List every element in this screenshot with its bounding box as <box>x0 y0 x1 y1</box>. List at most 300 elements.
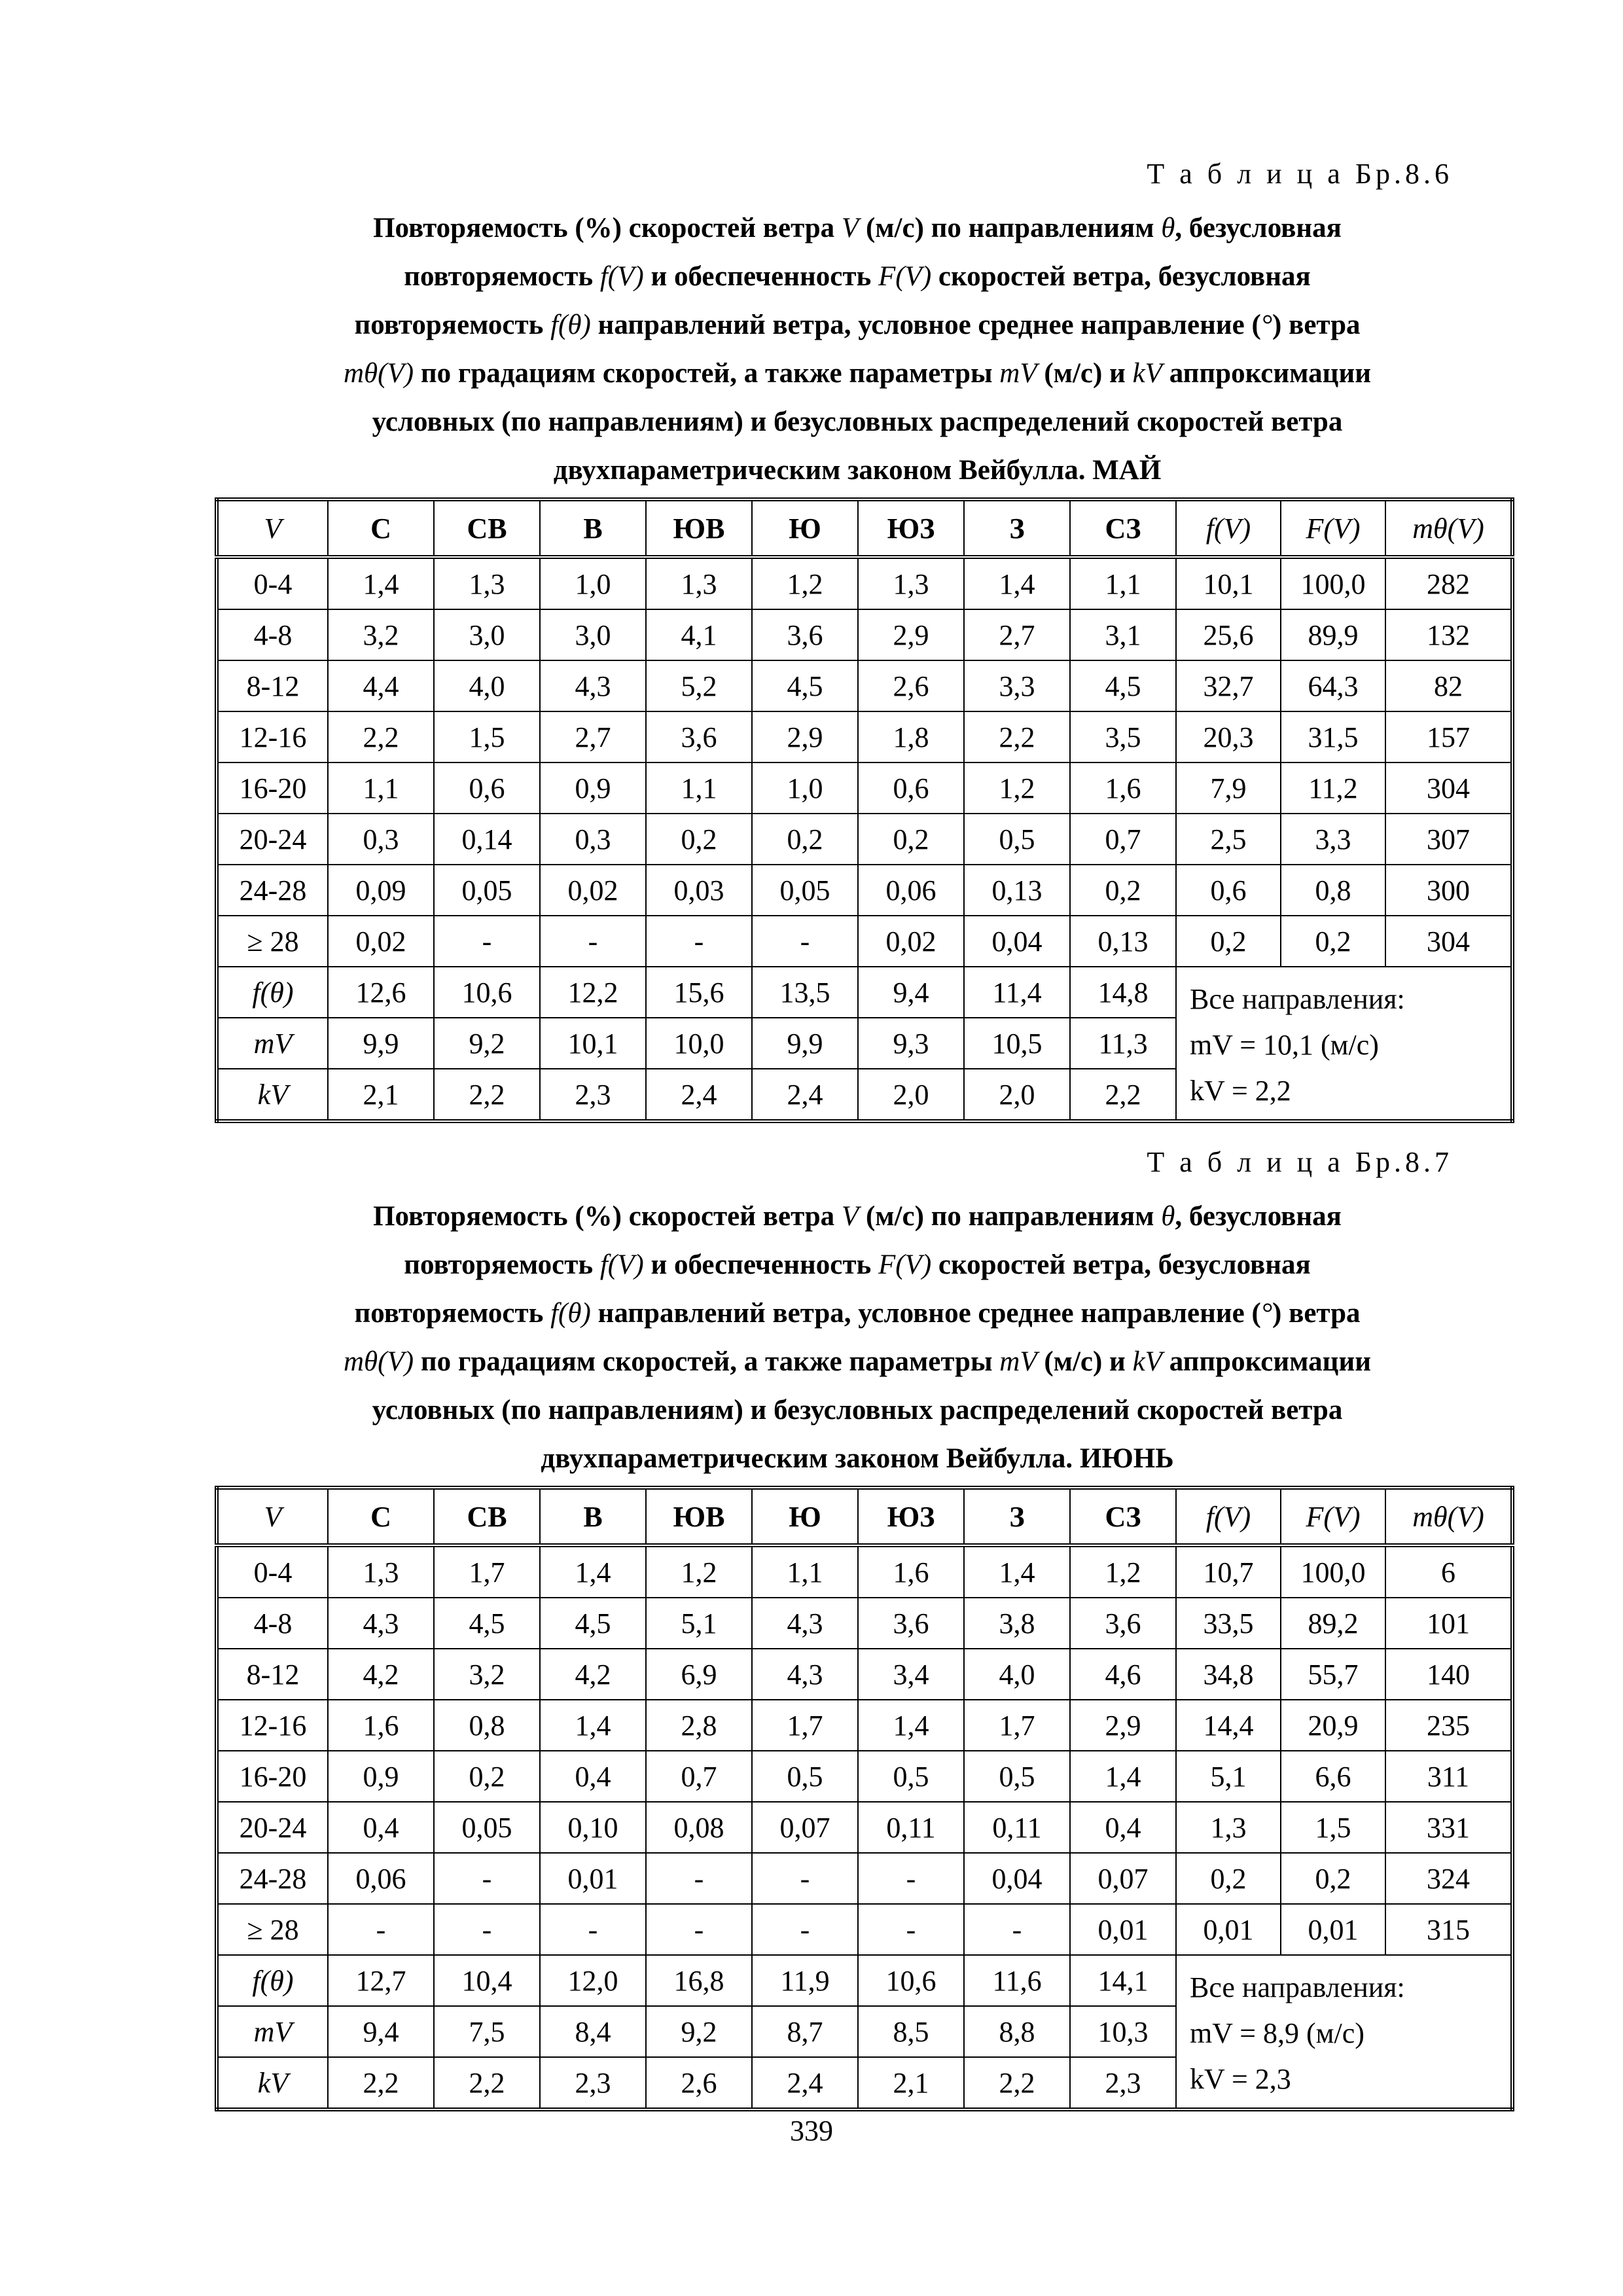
table-cell: 2,6 <box>858 660 964 711</box>
table-cell: 32,7 <box>1176 660 1281 711</box>
table-cell: 2,1 <box>858 2057 964 2109</box>
table-cell: 1,4 <box>328 557 434 609</box>
table-cell: 311 <box>1385 1751 1512 1802</box>
table-cell: - <box>540 1904 646 1955</box>
table-cell: 0,4 <box>540 1751 646 1802</box>
param-row <box>217 967 1512 1018</box>
table-cell: 2,7 <box>964 609 1070 660</box>
table-cell: 5,2 <box>646 660 752 711</box>
table-cell: 0,04 <box>964 1853 1070 1904</box>
table-cell: 2,9 <box>752 711 858 762</box>
table-cell: 1,1 <box>328 762 434 814</box>
table-cell: - <box>964 1904 1070 1955</box>
table-cell: 1,4 <box>858 1700 964 1751</box>
table-cell: 16-20 <box>217 1751 328 1802</box>
caption-line: Повторяемость (%) скоростей ветра V (м/с) по направлениям θ, безусловная <box>373 213 1342 243</box>
table-cell: 89,9 <box>1281 609 1385 660</box>
column-header: V <box>217 499 328 557</box>
table-cell: 15,6 <box>646 967 752 1018</box>
column-header: В <box>540 1488 646 1545</box>
caption-line: условных (по направлениям) и безусловных распределений скоростей ветра <box>372 1395 1343 1426</box>
column-header: ЮВ <box>646 499 752 557</box>
table-cell: 10,5 <box>964 1018 1070 1069</box>
table-cell: 9,9 <box>752 1018 858 1069</box>
table-cell: 1,0 <box>752 762 858 814</box>
column-header: f(V) <box>1176 499 1281 557</box>
table-cell: 0,2 <box>752 814 858 865</box>
table-cell: 3,0 <box>434 609 540 660</box>
table-cell: 8,5 <box>858 2006 964 2057</box>
table-cell: 140 <box>1385 1649 1512 1700</box>
table-cell: 3,3 <box>1281 814 1385 865</box>
table-cell: 55,7 <box>1281 1649 1385 1700</box>
table-cell: 10,6 <box>858 1955 964 2006</box>
table-cell: - <box>646 1853 752 1904</box>
table-cell: 10,7 <box>1176 1545 1281 1598</box>
table-cell: 4,3 <box>752 1649 858 1700</box>
table-cell: 3,1 <box>1070 609 1176 660</box>
table-row <box>217 1751 1512 1802</box>
table-cell: 100,0 <box>1281 557 1385 609</box>
column-header: F(V) <box>1281 499 1385 557</box>
table-cell: 4,5 <box>434 1598 540 1649</box>
table-cell: 5,1 <box>1176 1751 1281 1802</box>
table-cell: 12,7 <box>328 1955 434 2006</box>
caption-line: двухпараметрическим законом Вейбулла. МАЙ <box>553 455 1162 486</box>
table-cell: ≥ 28 <box>217 916 328 967</box>
table-cell: 1,2 <box>964 762 1070 814</box>
table-cell: 2,2 <box>328 711 434 762</box>
table-cell: 10,4 <box>434 1955 540 2006</box>
table-cell: 0,01 <box>1281 1904 1385 1955</box>
table-cell: 0,2 <box>1070 865 1176 916</box>
table-cell: 0,05 <box>434 865 540 916</box>
all-directions-title: Все направления: <box>1190 1971 1405 2003</box>
table-cell: 14,1 <box>1070 1955 1176 2006</box>
table-row <box>217 711 1512 762</box>
table-cell: 2,2 <box>434 2057 540 2109</box>
all-directions-title: Все направления: <box>1190 983 1405 1015</box>
table-cell: 14,8 <box>1070 967 1176 1018</box>
table-cell: 2,2 <box>328 2057 434 2109</box>
table-cell: 1,5 <box>434 711 540 762</box>
table-cell: 1,6 <box>328 1700 434 1751</box>
table-cell: 12-16 <box>217 711 328 762</box>
table-cell: 100,0 <box>1281 1545 1385 1598</box>
table-cell: 4,3 <box>540 660 646 711</box>
table-cell: 1,3 <box>858 557 964 609</box>
table-cell: 13,5 <box>752 967 858 1018</box>
caption-line: двухпараметрическим законом Вейбулла. ИЮНЬ <box>541 1443 1174 1474</box>
table-cell: 4,0 <box>964 1649 1070 1700</box>
table-cell: - <box>646 916 752 967</box>
table-cell: 2,2 <box>964 711 1070 762</box>
table-cell: 0,07 <box>752 1802 858 1853</box>
caption-line: mθ(V) по градациям скоростей, а также параметры mV (м/с) и kV аппроксимации <box>344 358 1371 389</box>
column-header: С <box>328 499 434 557</box>
table-cell: 2,4 <box>646 1069 752 1121</box>
table-cell: 12,2 <box>540 967 646 1018</box>
table-cell: 12,0 <box>540 1955 646 2006</box>
table-cell: 34,8 <box>1176 1649 1281 1700</box>
table-cell: 10,0 <box>646 1018 752 1069</box>
table-cell: 7,5 <box>434 2006 540 2057</box>
table-cell: 1,7 <box>752 1700 858 1751</box>
table-cell: 4,0 <box>434 660 540 711</box>
table-row <box>217 609 1512 660</box>
column-header: Ю <box>752 499 858 557</box>
table-cell: 25,6 <box>1176 609 1281 660</box>
table-cell: 0,2 <box>434 1751 540 1802</box>
table-cell: 300 <box>1385 865 1512 916</box>
table-cell: 0,2 <box>1281 1853 1385 1904</box>
table-cell: 2,6 <box>646 2057 752 2109</box>
table-cell: 0,2 <box>646 814 752 865</box>
table-cell: - <box>434 1904 540 1955</box>
column-header: ЮЗ <box>858 1488 964 1545</box>
table-cell: - <box>646 1904 752 1955</box>
table-cell: 157 <box>1385 711 1512 762</box>
table-cell: 3,6 <box>1070 1598 1176 1649</box>
table-cell: 0,01 <box>540 1853 646 1904</box>
caption-line: Повторяемость (%) скоростей ветра V (м/с) по направлениям θ, безусловная <box>373 1201 1342 1232</box>
table-cell: 3,2 <box>328 609 434 660</box>
table-row <box>217 916 1512 967</box>
table-cell: 11,4 <box>964 967 1070 1018</box>
table-cell: 11,9 <box>752 1955 858 2006</box>
table-cell: 20,9 <box>1281 1700 1385 1751</box>
header-row <box>217 1488 1512 1545</box>
wind-table <box>215 1486 1514 2111</box>
table-row <box>217 1802 1512 1853</box>
column-header: f(V) <box>1176 1488 1281 1545</box>
table-row <box>217 660 1512 711</box>
table-cell: 4,3 <box>752 1598 858 1649</box>
table-cell: 10,1 <box>540 1018 646 1069</box>
table-cell: 0,8 <box>1281 865 1385 916</box>
column-header: СЗ <box>1070 499 1176 557</box>
table-cell: 0,5 <box>858 1751 964 1802</box>
table-cell: 20-24 <box>217 1802 328 1853</box>
table-cell: 10,3 <box>1070 2006 1176 2057</box>
table-row <box>217 1545 1512 1598</box>
param-label: f(θ) <box>217 967 328 1018</box>
table-cell: 1,2 <box>1070 1545 1176 1598</box>
column-header: ЮЗ <box>858 499 964 557</box>
table-cell: 0,5 <box>964 1751 1070 1802</box>
table-cell: 1,4 <box>964 557 1070 609</box>
table-cell: 7,9 <box>1176 762 1281 814</box>
table-cell: 0,02 <box>328 916 434 967</box>
table-cell: 64,3 <box>1281 660 1385 711</box>
table-cell: 4,5 <box>752 660 858 711</box>
table-cell: 235 <box>1385 1700 1512 1751</box>
column-header: Ю <box>752 1488 858 1545</box>
table-cell: 2,0 <box>964 1069 1070 1121</box>
caption-line: повторяемость f(V) и обеспеченность F(V) скоростей ветра, безусловная <box>404 1249 1311 1280</box>
table-cell: 0,2 <box>1176 1853 1281 1904</box>
table-cell: 4,4 <box>328 660 434 711</box>
header-row <box>217 499 1512 557</box>
table-cell: 1,3 <box>1176 1802 1281 1853</box>
table-cell: 1,3 <box>328 1545 434 1598</box>
table-cell: 0,4 <box>328 1802 434 1853</box>
column-header: З <box>964 1488 1070 1545</box>
wind-table <box>215 497 1514 1123</box>
table-cell: 0,06 <box>328 1853 434 1904</box>
table-cell: 0,2 <box>1176 916 1281 967</box>
table-cell: 11,3 <box>1070 1018 1176 1069</box>
column-header: С <box>328 1488 434 1545</box>
table-cell: - <box>540 916 646 967</box>
table-cell: 6 <box>1385 1545 1512 1598</box>
param-label: f(θ) <box>217 1955 328 2006</box>
caption-line: mθ(V) по градациям скоростей, а также параметры mV (м/с) и kV аппроксимации <box>344 1346 1371 1377</box>
table-cell: 2,8 <box>646 1700 752 1751</box>
all-directions-kv: kV = 2,2 <box>1190 1075 1291 1107</box>
column-header: В <box>540 499 646 557</box>
table-cell: 132 <box>1385 609 1512 660</box>
table-cell: 1,5 <box>1281 1802 1385 1853</box>
table-cell: 315 <box>1385 1904 1512 1955</box>
table-cell: 14,4 <box>1176 1700 1281 1751</box>
table-cell: 2,9 <box>1070 1700 1176 1751</box>
table-cell: 0,9 <box>328 1751 434 1802</box>
table-cell: 0,2 <box>1281 916 1385 967</box>
table-cell: 0,7 <box>1070 814 1176 865</box>
table-cell: 2,9 <box>858 609 964 660</box>
caption-line: повторяемость f(θ) направлений ветра, условное среднее направление (°) ветра <box>354 1298 1361 1329</box>
all-directions-mv: mV = 10,1 (м/с) <box>1190 1029 1379 1061</box>
table-cell: 5,1 <box>646 1598 752 1649</box>
column-header: mθ(V) <box>1385 499 1512 557</box>
table-cell: 4,1 <box>646 609 752 660</box>
table-caption <box>216 204 1499 495</box>
table-cell: 16,8 <box>646 1955 752 2006</box>
all-directions-cell <box>1176 1955 1512 2109</box>
table-cell: 4,2 <box>540 1649 646 1700</box>
table-row <box>217 814 1512 865</box>
table-cell: 0,6 <box>858 762 964 814</box>
table-cell: 2,4 <box>752 1069 858 1121</box>
all-directions-cell <box>1176 967 1512 1121</box>
all-directions-kv: kV = 2,3 <box>1190 2063 1291 2095</box>
table-cell: 20,3 <box>1176 711 1281 762</box>
caption-line: повторяемость f(θ) направлений ветра, условное среднее направление (°) ветра <box>354 310 1361 340</box>
table-cell: 0,6 <box>1176 865 1281 916</box>
table-caption <box>216 1193 1499 1483</box>
table-cell: 10,6 <box>434 967 540 1018</box>
table-cell: 0,06 <box>858 865 964 916</box>
table-cell: 1,2 <box>646 1545 752 1598</box>
table-cell: - <box>328 1904 434 1955</box>
table-cell: 2,3 <box>1070 2057 1176 2109</box>
table-cell: 0,01 <box>1176 1904 1281 1955</box>
caption-line: повторяемость f(V) и обеспеченность F(V) скоростей ветра, безусловная <box>404 261 1311 292</box>
table-cell: 0,09 <box>328 865 434 916</box>
table-cell: 3,5 <box>1070 711 1176 762</box>
table-row <box>217 762 1512 814</box>
table-cell: - <box>752 1853 858 1904</box>
table-cell: 0,5 <box>964 814 1070 865</box>
table-cell: 1,7 <box>964 1700 1070 1751</box>
table-row <box>217 557 1512 609</box>
table-cell: 0,8 <box>434 1700 540 1751</box>
table-cell: 8,4 <box>540 2006 646 2057</box>
table-cell: 2,7 <box>540 711 646 762</box>
table-cell: 0,05 <box>434 1802 540 1853</box>
table-cell: 0,11 <box>964 1802 1070 1853</box>
table-cell: 82 <box>1385 660 1512 711</box>
table-cell: 0,3 <box>328 814 434 865</box>
table-cell: 33,5 <box>1176 1598 1281 1649</box>
table-cell: 1,1 <box>752 1545 858 1598</box>
table-cell: 0,07 <box>1070 1853 1176 1904</box>
table-cell: 331 <box>1385 1802 1512 1853</box>
table-cell: 8-12 <box>217 660 328 711</box>
table-cell: - <box>752 1904 858 1955</box>
table-row <box>217 1649 1512 1700</box>
table-cell: 4,3 <box>328 1598 434 1649</box>
table-cell: 24-28 <box>217 865 328 916</box>
table-cell: ≥ 28 <box>217 1904 328 1955</box>
param-label: kV <box>217 1069 328 1121</box>
table-cell: - <box>434 916 540 967</box>
table-cell: 3,8 <box>964 1598 1070 1649</box>
table-cell: 20-24 <box>217 814 328 865</box>
table-cell: 8-12 <box>217 1649 328 1700</box>
table-cell: 0,11 <box>858 1802 964 1853</box>
table-cell: 1,3 <box>646 557 752 609</box>
table-cell: 307 <box>1385 814 1512 865</box>
param-label: kV <box>217 2057 328 2109</box>
table-row <box>217 865 1512 916</box>
table-cell: 3,6 <box>858 1598 964 1649</box>
table-cell: 304 <box>1385 762 1512 814</box>
param-label: mV <box>217 1018 328 1069</box>
table-cell: 3,4 <box>858 1649 964 1700</box>
table-cell: 12,6 <box>328 967 434 1018</box>
table-cell: 10,1 <box>1176 557 1281 609</box>
table-cell: 6,9 <box>646 1649 752 1700</box>
table-cell: 2,2 <box>434 1069 540 1121</box>
table-cell: 1,6 <box>858 1545 964 1598</box>
table-cell: 1,1 <box>1070 557 1176 609</box>
column-header: СЗ <box>1070 1488 1176 1545</box>
table-cell: 2,5 <box>1176 814 1281 865</box>
table-cell: 16-20 <box>217 762 328 814</box>
table-label: Т а б л и ц а Бр.8.6 <box>1147 158 1453 190</box>
table-cell: 0,5 <box>752 1751 858 1802</box>
table-cell: 0,3 <box>540 814 646 865</box>
table-cell: 1,4 <box>540 1545 646 1598</box>
table-cell: 8,7 <box>752 2006 858 2057</box>
table-cell: 101 <box>1385 1598 1512 1649</box>
table-cell: 0,13 <box>964 865 1070 916</box>
table-cell: 24-28 <box>217 1853 328 1904</box>
table-cell: 1,4 <box>964 1545 1070 1598</box>
table-row <box>217 1904 1512 1955</box>
table-cell: 4-8 <box>217 1598 328 1649</box>
column-header: З <box>964 499 1070 557</box>
column-header: V <box>217 1488 328 1545</box>
table-cell: 1,1 <box>646 762 752 814</box>
table-cell: 0,14 <box>434 814 540 865</box>
caption-line: условных (по направлениям) и безусловных распределений скоростей ветра <box>372 406 1343 437</box>
table-cell: 2,1 <box>328 1069 434 1121</box>
table-cell: 4-8 <box>217 609 328 660</box>
table-cell: 3,0 <box>540 609 646 660</box>
table-cell: 2,3 <box>540 1069 646 1121</box>
table-row <box>217 1853 1512 1904</box>
table-cell: 4,2 <box>328 1649 434 1700</box>
table-cell: 1,4 <box>1070 1751 1176 1802</box>
table-cell: 1,8 <box>858 711 964 762</box>
table-cell: 0-4 <box>217 1545 328 1598</box>
param-row <box>217 1955 1512 2006</box>
table-cell: 304 <box>1385 916 1512 967</box>
table-cell: 0,2 <box>858 814 964 865</box>
column-header: ЮВ <box>646 1488 752 1545</box>
table-cell: 0,13 <box>1070 916 1176 967</box>
table-cell: 0,7 <box>646 1751 752 1802</box>
table-cell: 4,5 <box>540 1598 646 1649</box>
table-cell: 9,2 <box>646 2006 752 2057</box>
table-cell: 0,01 <box>1070 1904 1176 1955</box>
table-cell: 2,2 <box>1070 1069 1176 1121</box>
column-header: СВ <box>434 1488 540 1545</box>
table-cell: 89,2 <box>1281 1598 1385 1649</box>
table-cell: 9,4 <box>328 2006 434 2057</box>
table-cell: 0,9 <box>540 762 646 814</box>
table-cell: 1,4 <box>540 1700 646 1751</box>
table-cell: 324 <box>1385 1853 1512 1904</box>
table-cell: 11,6 <box>964 1955 1070 2006</box>
table-cell: 1,2 <box>752 557 858 609</box>
column-header: mθ(V) <box>1385 1488 1512 1545</box>
column-header: F(V) <box>1281 1488 1385 1545</box>
table-cell: 4,6 <box>1070 1649 1176 1700</box>
param-label: mV <box>217 2006 328 2057</box>
table-cell: 9,4 <box>858 967 964 1018</box>
table-label: Т а б л и ц а Бр.8.7 <box>1147 1146 1453 1178</box>
table-cell: 9,3 <box>858 1018 964 1069</box>
table-cell: 1,0 <box>540 557 646 609</box>
table-cell: - <box>752 916 858 967</box>
table-cell: 1,7 <box>434 1545 540 1598</box>
table-cell: 31,5 <box>1281 711 1385 762</box>
table-cell: 2,4 <box>752 2057 858 2109</box>
table-cell: 6,6 <box>1281 1751 1385 1802</box>
table-cell: 12-16 <box>217 1700 328 1751</box>
table-cell: 2,3 <box>540 2057 646 2109</box>
table-cell: 9,2 <box>434 1018 540 1069</box>
table-cell: 4,5 <box>1070 660 1176 711</box>
table-cell: 3,3 <box>964 660 1070 711</box>
page-number: 339 <box>790 2115 833 2147</box>
table-cell: 9,9 <box>328 1018 434 1069</box>
table-cell: 3,6 <box>646 711 752 762</box>
table-cell: 1,3 <box>434 557 540 609</box>
table-cell: 0,4 <box>1070 1802 1176 1853</box>
table-cell: 11,2 <box>1281 762 1385 814</box>
table-cell: 282 <box>1385 557 1512 609</box>
table-cell: 0,05 <box>752 865 858 916</box>
table-cell: 0-4 <box>217 557 328 609</box>
table-cell: 3,2 <box>434 1649 540 1700</box>
table-cell: 1,6 <box>1070 762 1176 814</box>
table-cell: - <box>858 1904 964 1955</box>
